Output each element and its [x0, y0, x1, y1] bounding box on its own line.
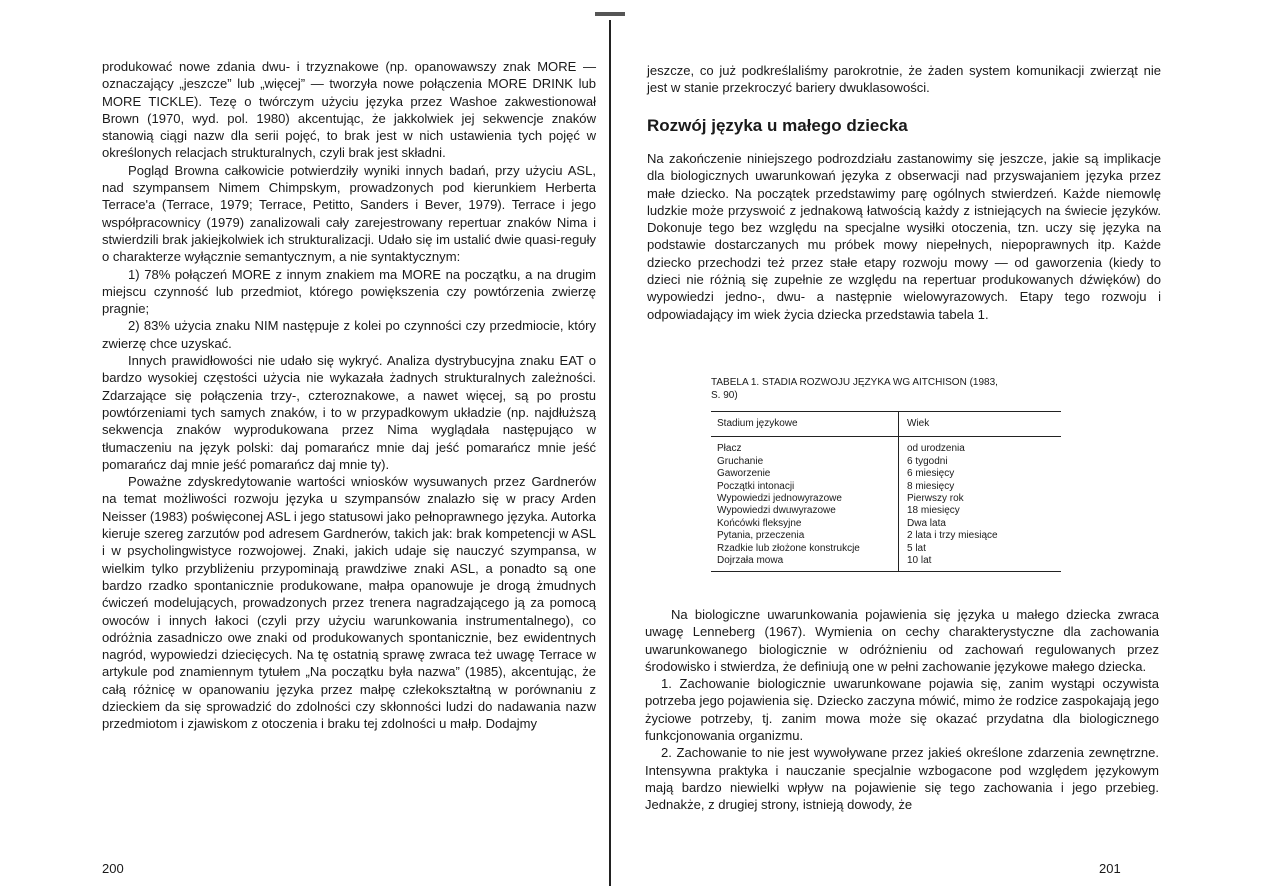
paragraph: Pogląd Browna całkowicie potwierdziły wyniki innych badań, przy użyciu ASL, nad szympansem Nimem Chimpskym, prowadzonych pod kierunkiem Herberta Terrace'a (Terrace, 1979; Terrace, Petitto, Sanders i Bever, 1979). Terrace i jego współpracownicy (1979) zanalizowali cały zarejestrowany repertuar znaków Nima i stwierdzili brak jakiejkolwiek ich strukturalizacji. Udało się im ustalić dwie quasi-reguły o charakterze wyłącznie semantycznym, a nie syntaktycznym: [102, 162, 596, 265]
paragraph: 1. Zachowanie biologicznie uwarunkowane pojawia się, zanim wystąpi oczywista potrzeba jego pojawienia się. Dziecko zaczyna mówić, mimo że rodzice zaspokajają jego życiowe potrzeby, tj. zanim mowa może się okazać przydatna dla biologicznego funkcjonowania organizmu. [645, 676, 1159, 744]
stages-table [711, 411, 1061, 572]
right-intro-text [647, 150, 1161, 323]
table-stage-column [711, 437, 899, 571]
table-cell-stage: Rzadkie lub złożone konstrukcje [717, 542, 860, 554]
right-page [617, 0, 1262, 894]
paragraph: 1) 78% połączeń MORE z innym znakiem ma MORE na początku, a na drugim miejscu czynność lub przedmiot, którego powiększenia czy powtórzenia zwierzę pragnie; [102, 266, 596, 317]
paragraph: Poważne zdyskredytowanie wartości wniosków wysuwanych przez Gardnerów na temat możliwości rozwoju języka u szympansów znalazło się w pracy Arden Neisser (1983) poświęconej ASL i jego statusowi jako pełnoprawnego języka. Autorka kieruje szereg zarzutów pod adresem Gardnerów, takich jak: brak kompetencji w ASL i w psycholingwistyce rozwojowej. Znaki, jakich udaje się nauczyć szympansa, w wielkim tylko przybliżeniu przypominają prawdziwe znaki ASL, a ponadto są one bardzo rzadko spontanicznie produkowane, małpa opanowuje je drogą żmudnych ćwiczeń modelujących, prowadzonych przez trenera nagradzającego ją za pomocą owoców i innych łakoci (czyli przy użyciu warunkowania instrumentalnego), co odróżnia zasadniczo owe znaki od produkowanych spontanicznie, bez ewidentnych nagród, wypowiedzi dziecięcych. Na tę ostatnią sprawę zwraca też uwagę Terrace w artykule pod znamiennym tytułem „Na początku była nazwa” (1985), akcentując, że całą różnicę w opanowaniu języka przez małpę człekokształtną w porównaniu z dzieckiem da się sprowadzić do zdolności czy skłonności ludzi do nadawania nazw przedmiotom i zjawiskom z otoczenia i braku tej zdolności u małp. Dodajmy [102, 474, 596, 732]
table-header-stage: Stadium językowe [711, 412, 899, 437]
paragraph: jeszcze, co już podkreślaliśmy parokrotnie, że żaden system komunikacji zwierząt nie jest w stanie przekroczyć bariery dwuklasowości. [647, 63, 1161, 96]
paragraph: Na zakończenie niniejszego podrozdziału zastanowimy się jeszcze, jakie są implikacje dla biologicznych uwarunkowań języka z obserwacji nad przyswajaniem języka przez małe dziecko. Na początek przedstawimy parę ogólnych stwierdzeń. Każde niemowlę ludzkie może przyswoić z jednakową łatwością każdy z istniejących na świecie języków. Dokonuje tego bez względu na specjalne wysiłki otoczenia, tzn. uczy się języka na podstawie dostarczanych mu próbek mowy niepełnych, niepoprawnych itp. Każde dziecko przechodzi też przez stałe etapy rozwoju mowy — od gaworzenia (kiedy to dzieci nie różnią się zupełnie ze względu na repertuar produkowanych dźwięków) do wypowiedzi jedno-, dwu- a następnie wielowyrazowych. Etapy tego rozwoju i odpowiadający im wiek życia dziecka przedstawia tabela 1. [647, 151, 1161, 322]
table-caption-line: S. 90) [711, 390, 738, 401]
table-cell-stage: Wypowiedzi dwuwyrazowe [717, 505, 836, 517]
table-cell-stage: Gaworzenie [717, 468, 771, 480]
table-caption-line: TABELA 1. STADIA ROZWOJU JĘZYKA WG AITCHISON (1983, [711, 377, 998, 388]
table-body [711, 437, 1061, 571]
table-cell-age: od urodzenia [907, 443, 965, 455]
table-cell-age: Pierwszy rok [907, 493, 964, 505]
paragraph: Na biologiczne uwarunkowania pojawienia się języka u małego dziecka zwraca uwagę Lenneberg (1967). Wymienia on cechy charakterystyczne dla zachowania uwarunkowanego biologicznie w odróżnieniu od zachowań regulowanych przez środowisko i stwierdza, że definiują one w pełni zachowanie językowe małego dziecka. [645, 607, 1159, 674]
paragraph: 2) 83% użycia znaku NIM następuje z kolei po czynności czy przedmiocie, który zwierzę chce uzyskać. [102, 318, 596, 351]
table-cell-stage: Końcówki fleksyjne [717, 517, 802, 529]
table-cell-stage: Wypowiedzi jednowyrazowe [717, 493, 842, 505]
page-number-left: 200 [102, 861, 124, 876]
right-bottom-text [645, 606, 1159, 814]
table-caption [711, 376, 1051, 402]
paragraph: 2. Zachowanie to nie jest wywoływane przez jakieś określone zdarzenia zewnętrzne. Intensywna praktyka i nauczanie specjalnie wzbogacone pod względem językowym mają bardzo niewielki wpływ na pojawienie się tego zachowania i jego przebieg. Jednakże, z drugiej strony, istnieją dowody, że [645, 745, 1159, 813]
paragraph: produkować nowe zdania dwu- i trzyznakowe (np. opanowawszy znak MORE — oznaczający „jeszcze” lub „więcej” — tworzyła nowe połączenia MORE DRINK lub MORE TICKLE). Tezę o twórczym użyciu języka przez Washoe zakwestionował Brown (1970, wyd. pol. 1980) akcentując, że jakkolwiek jej sekwencje znaków stanowią ciągi nazw dla serii pojęć, to brak jest w nich ustawienia tych pojęć w określonych relacjach strukturalnych, czyli brak jest składni. [102, 59, 596, 161]
table-cell-age: 5 lat [907, 542, 926, 554]
book-gutter [609, 20, 611, 886]
page-number-right: 201 [1099, 861, 1121, 876]
table-cell-age: 6 miesięcy [907, 468, 955, 480]
table-cell-age: 2 lata i trzy miesiące [907, 530, 998, 542]
table-header-age: Wiek [899, 412, 1061, 437]
table-cell-stage: Płacz [717, 443, 742, 455]
table-cell-stage: Gruchanie [717, 455, 764, 467]
table-cell-age: 10 lat [907, 555, 932, 567]
section-heading: Rozwój języka u małego dziecka [647, 116, 908, 135]
table-cell-stage: Pytania, przeczenia [717, 530, 805, 542]
table-cell-stage: Początki intonacji [717, 480, 795, 492]
table-cell-age: 6 tygodni [907, 455, 948, 467]
table-cell-age: 8 miesięcy [907, 480, 955, 492]
table-cell-stage: Dojrzała mowa [717, 555, 784, 567]
table-cell-age: Dwa lata [907, 517, 946, 529]
paragraph: Innych prawidłowości nie udało się wykryć. Analiza dystrybucyjna znaku EAT o bardzo wysokiej częstości użycia nie wykazała żadnych strukturalnych zależności. Zdarzające się połączenia trzy-, czteroznakowe, a nawet więcej, są po prostu powtórzeniami tych samych znaków, i to w przypadkowym układzie (np. najdłuższą sekwencja znaków wyprodukowana przez Nima wyglądała następująco w tłumaczeniu na język polski: daj pomarańcz mnie daj jeść pomarańcz mnie jeść pomarańcz daj mnie jeść pomarańcz daj mnie ty). [102, 353, 596, 472]
table-age-column [899, 437, 1061, 571]
left-page [0, 0, 609, 894]
right-top-text [647, 62, 1161, 97]
left-page-text [102, 58, 596, 733]
table-header [711, 412, 1061, 437]
table-cell-age: 18 miesięcy [907, 505, 960, 517]
